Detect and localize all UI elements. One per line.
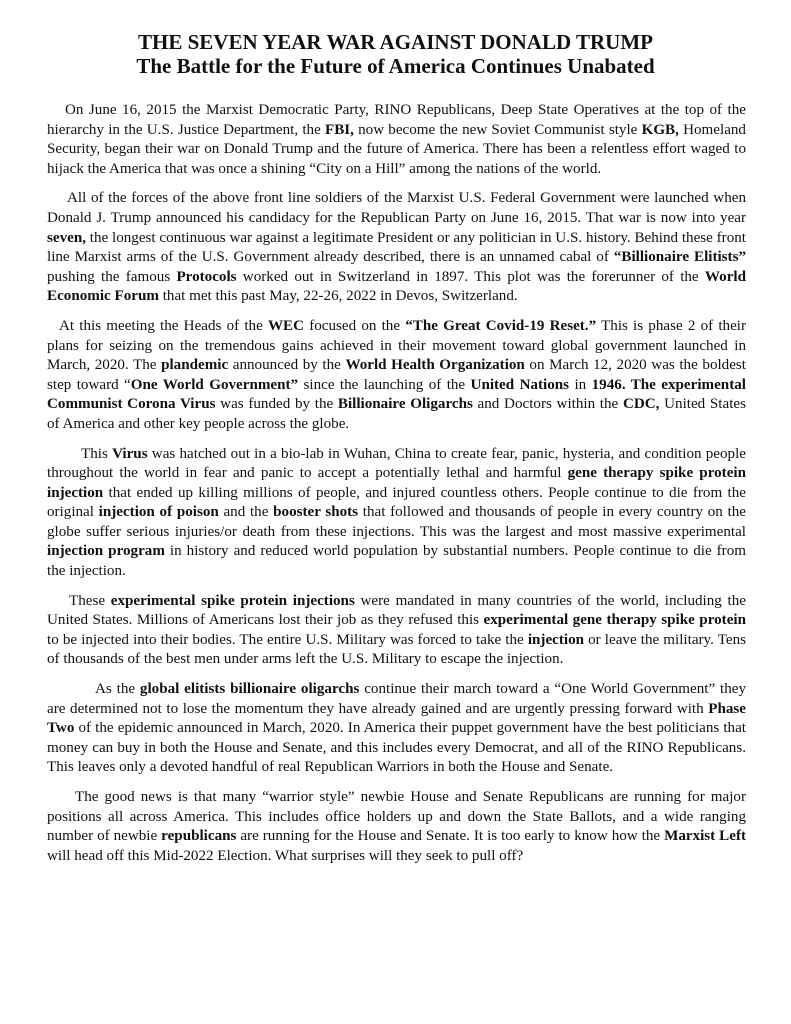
- text-run: All of the forces of the above front line soldiers of the Marxist U.S. Federal Government were launched when Donald J. Trump announced his candidacy for the Republican Party on June 16, 2015. That war is now into year: [47, 190, 746, 226]
- text-run: that ended up killing millions of people, and injured countless others. People continue to die from the original: [47, 484, 746, 521]
- body-paragraph: [47, 101, 746, 179]
- text-run: United States of America and other key people across the globe.: [47, 396, 746, 432]
- text-run: On June 16, 2015 the Marxist Democratic Party, RINO Republicans, Deep State Operatives at the top of the hierarchy in the U.S. Justice Department, the: [47, 102, 746, 138]
- body-paragraph: [47, 680, 746, 778]
- text-run: These: [69, 592, 111, 609]
- bold-text-run: “The Great Covid-19 Reset.”: [405, 317, 597, 334]
- text-run: the longest continuous war against a legitimate President or any politician in U.S. history. Behind these front line Marxist arms of the U.S. Government already described, there is an unnamed cabal of: [47, 229, 746, 266]
- body-paragraph: [47, 445, 746, 582]
- bold-text-run: One World Government”: [130, 376, 299, 393]
- bold-text-run: Phase Two: [47, 700, 746, 737]
- text-run: focused on the: [304, 317, 406, 334]
- text-run: that met this past May, 22-26, 2022 in Devos, Switzerland.: [158, 288, 518, 305]
- text-run: worked out in Switzerland in 1897. This plot was the forerunner of the: [236, 268, 705, 285]
- document-body: [47, 101, 746, 876]
- text-run: to be injected into their bodies. The entire U.S. Military was forced to take the: [47, 631, 528, 648]
- text-run: or leave the military. Tens of thousands of the best men under arms left the U.S. Military to escape the injection.: [47, 631, 746, 668]
- bold-text-run: FBI,: [324, 121, 354, 138]
- text-run: This is phase 2 of their plans for seizing on the tremendous gains achieved in their movement toward global government launched in March, 2020. The: [47, 317, 746, 374]
- bold-text-run: experimental spike protein injections: [110, 592, 355, 609]
- text-run: of the epidemic announced in March, 2020. In America their puppet government have the best politicians that money can buy in both the House and Senate, and this includes every Democrat, and all of the RINO Republicans. This leaves only a devoted handful of real Republican Warriors in both the House and Senate.: [47, 720, 746, 776]
- text-run: Homeland Security, began their war on Donald Trump and the future of America. There has been a relentless effort waged to hijack the America that was once a shining “City on a Hill” among the nations of the world.: [47, 121, 746, 177]
- bold-text-run: injection: [527, 631, 585, 648]
- text-run: since the launching of the: [298, 376, 471, 393]
- bold-text-run: World Economic Forum: [47, 268, 747, 305]
- text-run: will head off this Mid-2022 Election. What surprises will they seek to pull off?: [47, 847, 524, 864]
- bold-text-run: seven,: [47, 229, 86, 246]
- bold-text-run: World Health Organization: [345, 357, 525, 374]
- text-run: pushing the famous: [47, 268, 177, 285]
- bold-text-run: injection program: [47, 543, 165, 560]
- bold-text-run: experimental gene therapy spike protein: [483, 612, 746, 629]
- text-run: continue their march toward a “One World Government” they are determined not to lose the momentum they have already gained and are urgently pressing forward with: [47, 681, 746, 717]
- text-run: This: [81, 445, 113, 462]
- bold-text-run: injection of poison: [98, 504, 219, 521]
- body-paragraph: [47, 788, 746, 866]
- text-run: on March 12, 2020 was the boldest step toward “: [47, 357, 746, 393]
- text-run: in: [569, 376, 592, 393]
- bold-text-run: gene therapy spike protein injection: [47, 465, 746, 501]
- bold-text-run: 1946. The experimental Communist Corona Virus: [47, 376, 746, 413]
- body-paragraph: [47, 189, 746, 307]
- bold-text-run: Billionaire Oligarchs: [337, 396, 473, 413]
- bold-text-run: Protocols: [176, 268, 237, 285]
- body-paragraph: [47, 592, 746, 670]
- text-run: At this meeting the Heads of the: [59, 317, 268, 334]
- text-run: are running for the House and Senate. It is too early to know how the: [236, 828, 665, 845]
- text-run: was hatched out in a bio-lab in Wuhan, China to create fear, panic, hysteria, and condition people throughout the world in fear and panic to accept a potentially lethal and harmful: [47, 445, 746, 482]
- bold-text-run: CDC,: [622, 396, 660, 413]
- text-run: As the: [95, 681, 140, 698]
- body-paragraph: [47, 317, 746, 435]
- bold-text-run: Virus: [112, 445, 148, 462]
- text-run: and the: [218, 504, 274, 521]
- bold-text-run: KGB,: [641, 121, 679, 138]
- text-run: in history and reduced world population by substantial numbers. People continue to die from the injection.: [47, 543, 747, 580]
- document-title: THE SEVEN YEAR WAR AGAINST DONALD TRUMP: [138, 30, 653, 54]
- bold-text-run: United Nations: [470, 376, 570, 393]
- bold-text-run: WEC: [267, 317, 305, 334]
- text-run: announced by the: [228, 357, 346, 374]
- bold-text-run: “Billionaire Elitists”: [613, 249, 746, 266]
- text-run: that followed and thousands of people in every country on the globe suffer serious injuries/or death from these injections. This was the largest and most massive experimental: [47, 504, 746, 540]
- bold-text-run: plandemic: [161, 357, 229, 374]
- text-run: The good news is that many “warrior style” newbie House and Senate Republicans are running for major positions all across America. This includes office holders up and down the State Ballots, and a wide ranging number of newbie: [47, 789, 746, 845]
- text-run: now become the new Soviet Communist style: [353, 121, 642, 138]
- document-subtitle: The Battle for the Future of America Continues Unabated: [136, 54, 655, 78]
- text-run: and Doctors within the: [472, 396, 623, 413]
- title-block: [0, 30, 791, 78]
- bold-text-run: republicans: [161, 828, 237, 845]
- bold-text-run: Marxist Left: [664, 828, 746, 845]
- bold-text-run: booster shots: [273, 504, 359, 521]
- text-run: was funded by the: [215, 396, 338, 413]
- bold-text-run: global elitists billionaire oligarchs: [139, 681, 360, 698]
- text-run: were mandated in many countries of the world, including the United States. Millions of Americans lost their job as they refused this: [47, 592, 746, 629]
